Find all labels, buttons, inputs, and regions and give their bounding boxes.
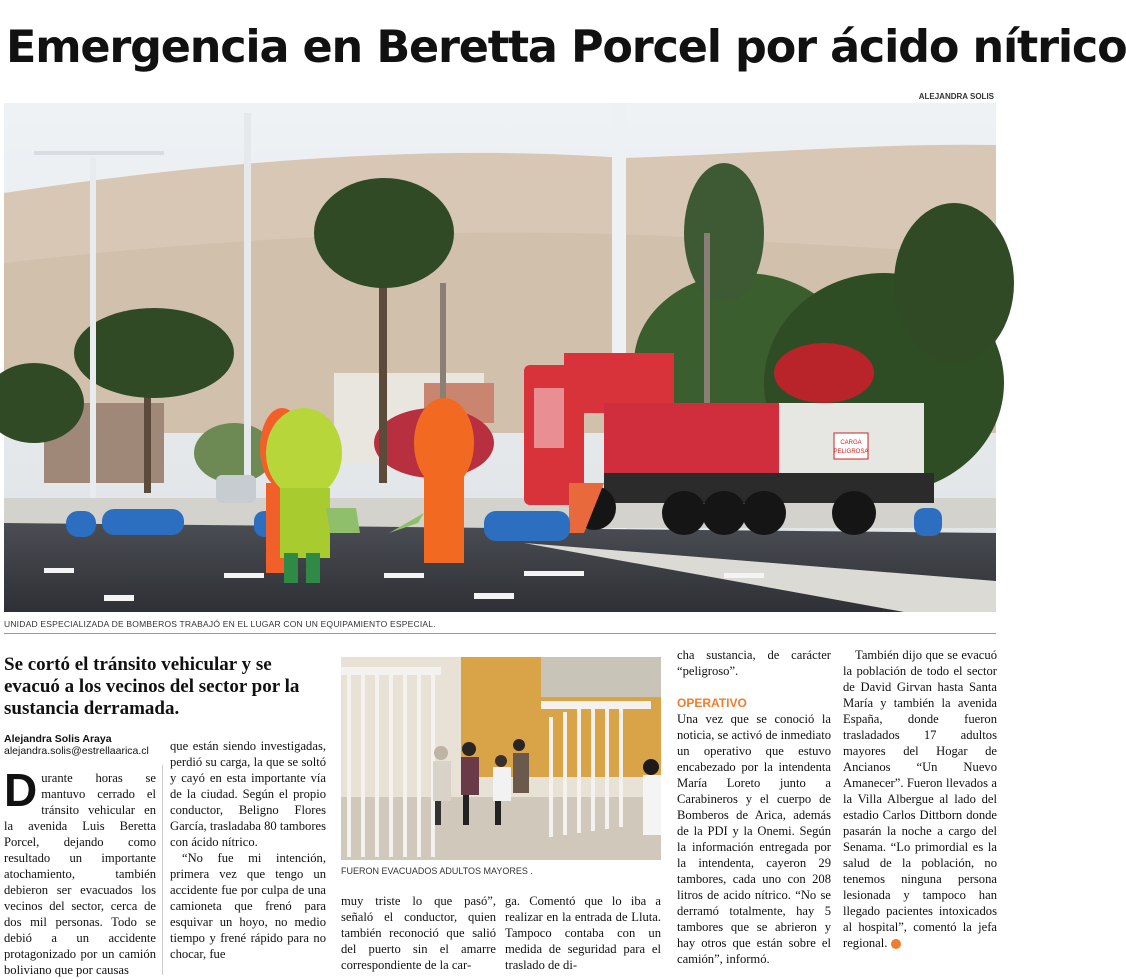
article-text-2b: “No fue mi intención, primera vez que tengo un accidente fue por culpa de una camioneta que frenó para esquivar un hoyo, no medio tiempo y frené rápido para no chocar, fue (170, 851, 326, 961)
evacuation-photo-illustration (341, 657, 661, 860)
author-name: Alejandra Solis Araya (4, 733, 112, 745)
main-photo (4, 103, 996, 612)
article-column-1 (4, 764, 156, 978)
subheadline: Se cortó el tránsito vehicular y se evacuó a los vecinos del sector por la sustancia derramada. (4, 654, 300, 719)
article-column-3 (341, 893, 496, 973)
article-text-1: urante horas se mantuvo cerrado el tránsito vehicular en la avenida Luis Beretta Porcel, dejando como resultado un importante atochamiento, también debieron ser evacuados los vecinos del sector, cerca de dos mil personas. Todo se debió a un accidente protagonizado por un camión boliviano que por causas (4, 771, 156, 977)
article-text-3: muy triste lo que pasó”, señaló el conductor, quien también reconoció que salió del puerto sin el amarre correspondiente de la car- (341, 894, 496, 972)
drop-cap: D (4, 764, 38, 816)
photo-credit: ALEJANDRA SOLIS (918, 92, 994, 101)
divider (4, 633, 996, 634)
article-column-4 (505, 893, 661, 973)
column-separator (162, 765, 163, 975)
truck-sign-line2: PELIGROSA (833, 449, 869, 455)
article-column-5 (677, 647, 831, 967)
article-text-4: ga. Comentó que lo iba a realizar en la entrada de Lluta. Tampoco contaba con un medida de seguridad para el traslado de di- (505, 894, 661, 972)
article-text-2: que están siendo investigadas, perdió su carga, la que se soltó y cayó en esta importante vía de la ciudad. Según el propio conductor, Beligno Flores García, trasladaba 80 tambores con ácido nítrico. (170, 739, 326, 849)
headline: Emergencia en Beretta Porcel por ácido nítrico (6, 22, 1126, 73)
article-text-5b: Una vez que se conoció la noticia, se activó de inmediato un operativo que estuvo encabezado por la intendenta María Loreto junto a Carabineros y el cuerpo de Bomberos de Arica, además de la PDI y la Onemi. Según la información entregada por la intendenta, cayeron 29 tambores, cada uno con 208 litros de acido nítrico. “No se derramó totalmente, hay 5 tambores que se abrieron y hay otros que están sobre el camión”, informó. (677, 712, 831, 966)
main-photo-illustration (4, 103, 996, 612)
evacuation-photo-caption: FUERON EVACUADOS ADULTOS MAYORES . (341, 866, 533, 876)
end-of-article-icon (891, 939, 901, 949)
section-title-operativo: OPERATIVO (677, 696, 747, 710)
main-photo-caption: UNIDAD ESPECIALIZADA DE BOMBEROS TRABAJÓ EN EL LUGAR CON UN EQUIPAMIENTO ESPECIAL. (4, 619, 436, 629)
article-column-2 (170, 738, 326, 962)
article-text-5a: cha sustancia, de carácter “peligroso”. (677, 648, 831, 678)
article-column-6 (843, 647, 997, 951)
evacuation-photo (341, 657, 661, 860)
article-text-6: También dijo que se evacuó la población de todo el sector de David Girvan hasta Santa María y también la avenida España, donde fueron trasladados 17 adultos mayores del Hogar de Ancianos “Un Nuevo Amanecer”. Fueron llevados a la Villa Albergue al lado del estadio Carlos Dittborn donde pasarán la noche a cargo del Senama. “Lo primordial es la salud de la población, no tenemos ninguna persona lesionada y tampoco han llegado pacientes intoxicados al hospital”, comentó la jefa regional. (843, 648, 997, 950)
author-email[interactable]: alejandra.solis@estrellaarica.cl (4, 745, 149, 757)
truck-sign-line1: CARGA (840, 440, 862, 446)
